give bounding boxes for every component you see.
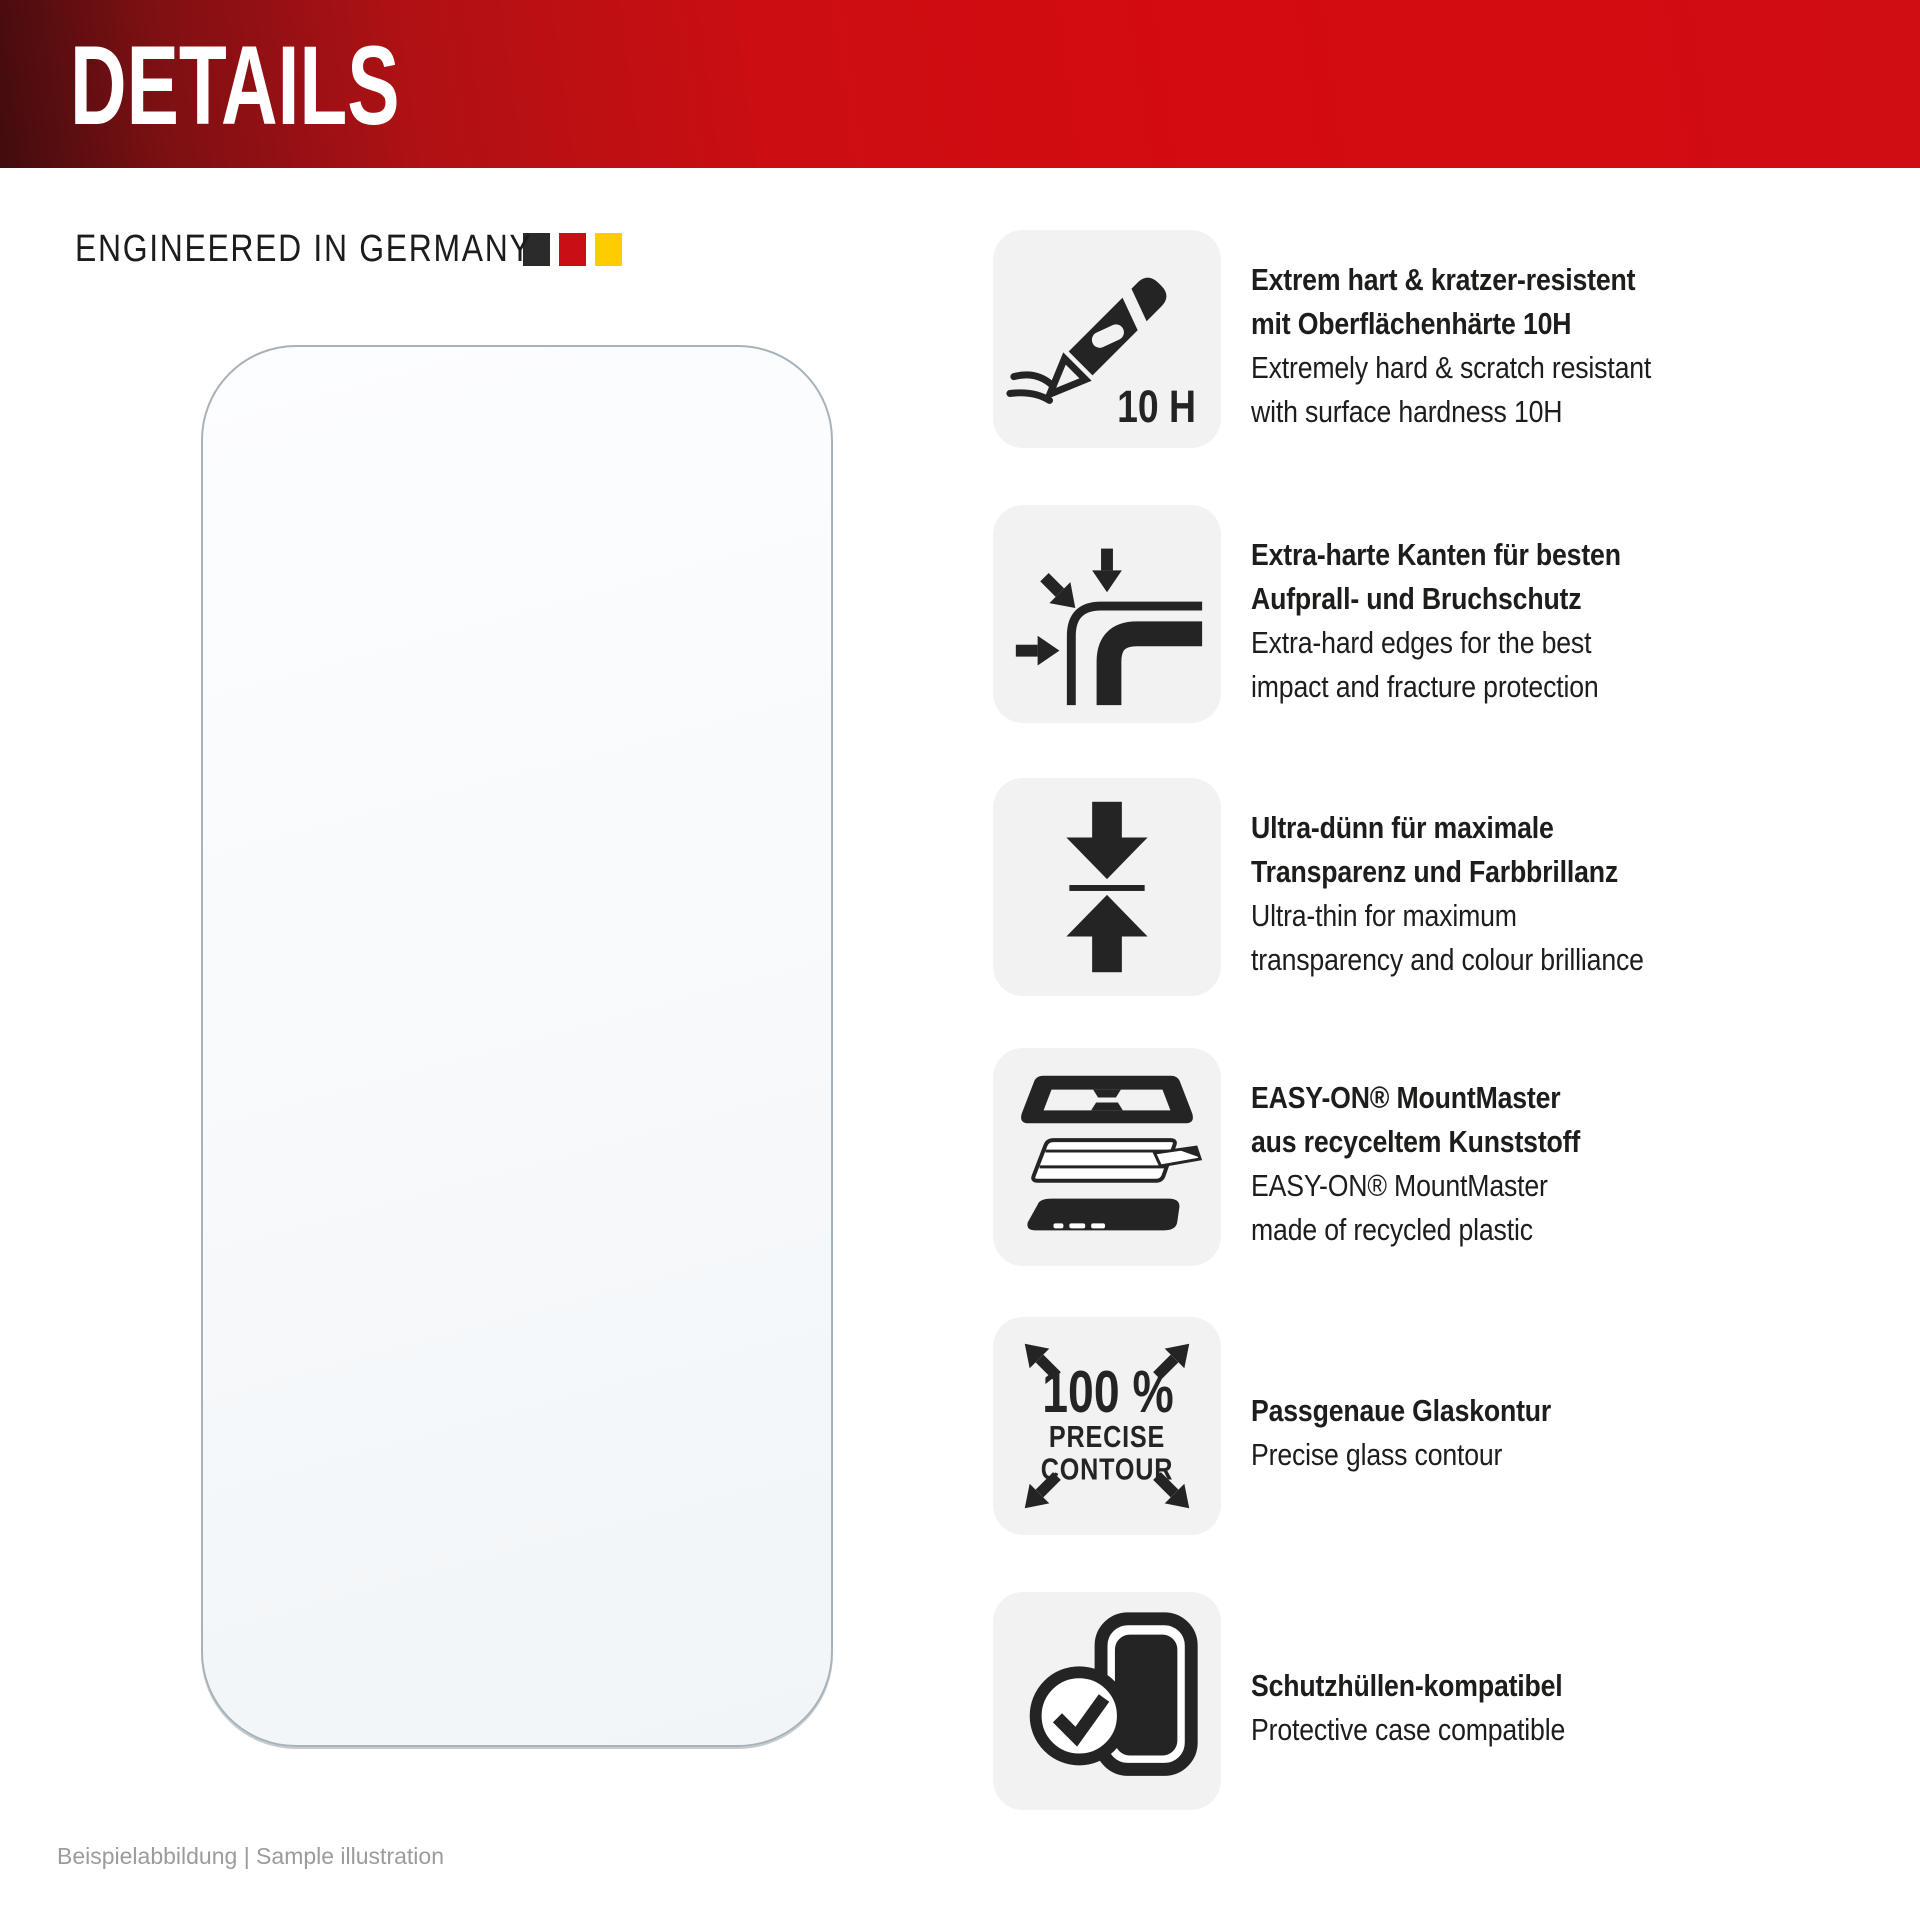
compress-arrows-icon xyxy=(998,778,1216,996)
feature-icon-tile xyxy=(993,1592,1221,1810)
feature-icon-tile xyxy=(993,778,1221,996)
german-flag-gold-square xyxy=(595,233,622,266)
feature-body-line: Protective case compatible xyxy=(1251,1712,1566,1747)
feature-icon-tile xyxy=(993,1048,1221,1266)
mounting-frame-icon xyxy=(998,1048,1216,1266)
feature-body-line: with surface hardness 10H xyxy=(1251,394,1563,429)
feature-text xyxy=(1251,1375,1819,1477)
feature-body-line: EASY-ON® MountMaster xyxy=(1251,1168,1548,1203)
feature-title-line: Transparenz und Farbbrillanz xyxy=(1251,854,1619,889)
contour-precise-label: PRECISE xyxy=(1048,1419,1166,1454)
feature-case-compatible xyxy=(993,1592,1911,1810)
screen-protector-illustration xyxy=(201,345,833,1747)
precise-contour-icon xyxy=(998,1317,1216,1535)
feature-title-line: aus recyceltem Kunststoff xyxy=(1251,1124,1581,1159)
contour-contour-label: CONTOUR xyxy=(1040,1452,1174,1487)
feature-title-line: mit Oberflächenhärte 10H xyxy=(1251,306,1572,341)
engineered-label-wrap xyxy=(75,228,533,270)
page-title: DETAILS xyxy=(70,23,400,148)
feature-body-line: Precise glass contour xyxy=(1251,1437,1503,1472)
feature-title-line: Aufprall- und Bruchschutz xyxy=(1251,581,1582,616)
feature-title-line: Extrem hart & kratzer-resistent xyxy=(1251,262,1636,297)
case-check-icon xyxy=(998,1592,1216,1810)
feature-precise-contour xyxy=(993,1317,1911,1535)
feature-text xyxy=(1251,244,1819,434)
feature-text xyxy=(1251,1062,1819,1252)
feature-title-line: Extra-harte Kanten für besten xyxy=(1251,537,1621,572)
feature-title-line: Passgenaue Glaskontur xyxy=(1251,1393,1552,1428)
feature-body-line: Extremely hard & scratch resistant xyxy=(1251,350,1652,385)
sample-illustration-caption: Beispielabbildung | Sample illustration xyxy=(57,1843,444,1869)
feature-icon-tile xyxy=(993,1317,1221,1535)
engineered-label: ENGINEERED IN GERMANY xyxy=(75,228,533,270)
feature-ultra-thin xyxy=(993,778,1911,996)
feature-icon-tile xyxy=(993,230,1221,448)
impact-edges-icon xyxy=(998,505,1216,723)
engineered-in-germany xyxy=(75,230,622,268)
hardness-10h-label: 10 H xyxy=(1117,380,1197,433)
feature-text xyxy=(1251,1650,1819,1752)
feature-title-line: Schutzhüllen-kompatibel xyxy=(1251,1668,1563,1703)
feature-mountmaster xyxy=(993,1048,1911,1266)
feature-body-line: Ultra-thin for maximum xyxy=(1251,898,1517,933)
feature-hard-edges xyxy=(993,505,1911,723)
feature-title-line: EASY-ON® MountMaster xyxy=(1251,1080,1561,1115)
feature-icon-tile xyxy=(993,505,1221,723)
feature-body-line: transparency and colour brilliance xyxy=(1251,942,1644,977)
german-flag-red-square xyxy=(559,233,586,266)
feature-text xyxy=(1251,519,1819,709)
feature-body-line: Extra-hard edges for the best xyxy=(1251,625,1592,660)
feature-body-line: made of recycled plastic xyxy=(1251,1212,1533,1247)
feature-body-line: impact and fracture protection xyxy=(1251,669,1599,704)
feature-text xyxy=(1251,792,1819,982)
utility-knife-10h-icon xyxy=(998,230,1216,448)
contour-100-label: 100 % xyxy=(1042,1359,1174,1426)
details-banner xyxy=(0,0,1920,168)
feature-hardness-10h xyxy=(993,230,1911,448)
feature-title-line: Ultra-dünn für maximale xyxy=(1251,810,1554,845)
